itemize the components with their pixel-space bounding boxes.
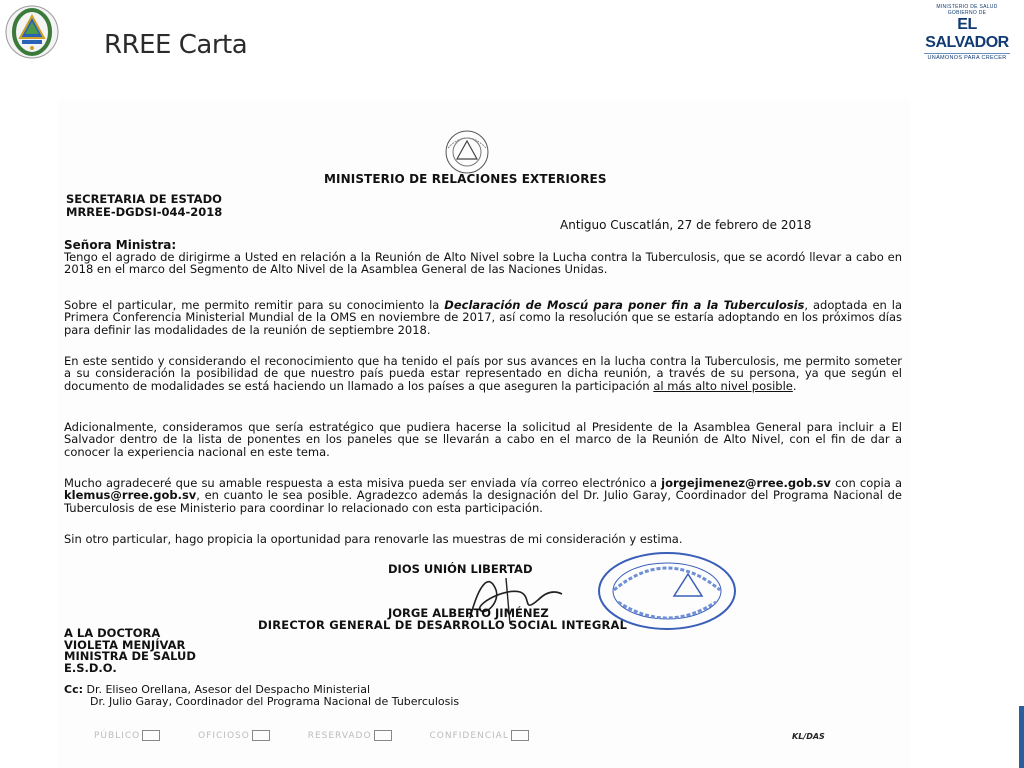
paragraph-3-text-c: . [792, 378, 797, 393]
classification-reserved-checkbox [374, 730, 392, 741]
signer-name: JORGE ALBERTO JIMÉNEZ [388, 606, 549, 620]
classification-reserved [308, 731, 392, 741]
paragraph-5-text-a: Mucho agradeceré que su amable respuesta a esta misiva pueda ser enviada vía correo electrónico a [64, 476, 662, 490]
classification-reserved-label: RESERVADO [307, 731, 372, 741]
letter-body [58, 100, 910, 768]
classification-confidential-label: CONFIDENCIAL [429, 731, 509, 741]
ministry-brand-logo [916, 4, 1018, 61]
cc-label: Cc: [64, 683, 83, 696]
coat-of-arms-icon [4, 4, 60, 60]
paragraph-5-text-e: , en cuanto le sea posible. Agradezco además la designación del Dr. Julio Garay, Coordinador del Programa Nacional de Tuberculosis de ese Ministerio para coordinar lo relacionado con esta participación. [64, 488, 902, 515]
classification-official [198, 731, 270, 741]
classification-public-label: PÚBLICO [94, 731, 141, 741]
paragraph-2 [64, 299, 902, 336]
slide-accent-bar [1019, 706, 1024, 768]
paragraph-2-text-a: Sobre el particular, me permito remitir para su conocimiento la [64, 298, 445, 312]
reference-line-2: MRREE-DGDSI-044-2018 [66, 205, 223, 219]
letter-reference [66, 193, 222, 219]
cc-recipient-1: Dr. Eliseo Orellana, Asesor del Despacho Ministerial [86, 683, 371, 696]
cc-recipient-2: Dr. Julio Garay, Coordinador del Programa Nacional de Tuberculosis [90, 695, 460, 708]
email-jorgejimenez: jorgejimenez@rree.gob.sv [661, 476, 831, 490]
national-motto: DIOS UNIÓN LIBERTAD [388, 562, 533, 576]
classification-official-label: OFICIOSO [198, 731, 250, 741]
classification-public-checkbox [142, 730, 160, 741]
ministry-seal-icon [436, 128, 498, 176]
brand-name: EL SALVADOR [925, 16, 1009, 51]
email-klemus: klemus@rree.gob.sv [64, 488, 197, 503]
paragraph-3 [64, 355, 902, 392]
signer-title: DIRECTOR GENERAL DE DESARROLLO SOCIAL INTEGRAL [258, 618, 628, 632]
brand-tagline: UNÁMONOS PARA CRECER [927, 55, 1007, 61]
letter-salutation: Señora Ministra: [64, 238, 177, 252]
cc-row-2 [64, 696, 459, 708]
paragraph-2-text-c: , adoptada en la Primera Conferencia Ministerial Mundial de la OMS en noviembre de 2017, así como la resolución que se estaría adoptando en los próximos días para definir las modalidades de la reunión de septiembre 2018. [64, 298, 902, 337]
slide-title: RREE Carta [104, 30, 248, 60]
paragraph-1: Tengo el agrado de dirigirme a Usted en relación a la Reunión de Alto Nivel sobre la Lucha contra la Tuberculosis, que se acordó llevar a cabo en 2018 en el marco del Segmento de Alto Nivel de la Asamblea General de las Naciones Unidas. [64, 250, 902, 277]
typist-initials: KL/DAS [792, 732, 825, 741]
classification-confidential [429, 731, 528, 741]
cc-block [64, 684, 459, 708]
addressee-line-4: E.S.D.O. [64, 660, 117, 675]
letter-date: Antiguo Cuscatlán, 27 de febrero de 2018 [560, 218, 812, 232]
brand-divider [924, 53, 1010, 54]
addressee-line-2: VIOLETA MENJÍVAR [64, 637, 186, 652]
paragraph-5 [64, 477, 902, 514]
addressee-line-3: MINISTRA DE SALUD [64, 649, 196, 663]
paragraph-6: Sin otro particular, hago propicia la oportunidad para renovarle las muestras de mi consideración y estima. [64, 532, 683, 546]
highest-level-phrase: al más alto nivel posible [653, 378, 793, 393]
paragraph-3-text-a: En este sentido y considerando el reconocimiento que ha tenido el país por sus avances en la lucha contra la Tuberculosis, me permito someter a su consideración la posibilidad de que nuestro país pueda estar representado en dicha reunión, a través de su persona, ya que según el documento de modalidades se está haciendo un llamado a los países a que aseguren la participación [64, 354, 902, 393]
scanned-letter [58, 100, 910, 768]
classification-confidential-checkbox [511, 730, 529, 741]
letter-ministry-heading: MINISTERIO DE RELACIONES EXTERIORES [324, 172, 607, 186]
paragraph-4: Adicionalmente, consideramos que sería estratégico que pudiera hacerse la solicitud al Presidente de la Asamblea General para incluir a El Salvador dentro de la lista de ponentes en los paneles que se llevarán a cabo en el marco de la Reunión de Alto Nivel, con el fin de dar a conocer la experiencia nacional en este tema. [64, 420, 902, 459]
paragraph-5-text-c: con copia a [830, 476, 903, 490]
brand-small-text-2: GOBIERNO DE [947, 10, 987, 16]
classification-official-checkbox [252, 730, 270, 741]
moscow-declaration-title: Declaración de Moscú para poner fin a la Tuberculosis [444, 298, 805, 312]
classification-public [94, 731, 160, 741]
brand-small-text: MINISTERIO DE SALUD [936, 4, 998, 10]
addressee-block [64, 628, 196, 674]
classification-row [94, 730, 563, 741]
reference-line-1: SECRETARIA DE ESTADO [66, 192, 222, 206]
addressee-line-1: A LA DOCTORA [64, 626, 161, 640]
